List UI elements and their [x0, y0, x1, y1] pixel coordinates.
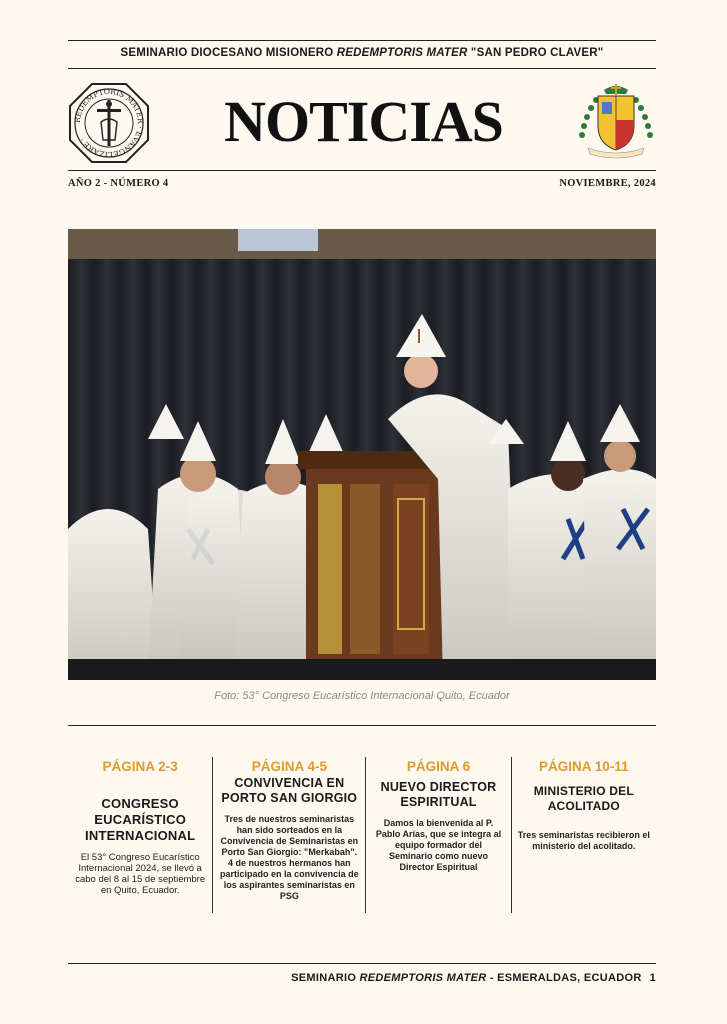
column-heading: MINISTERIO DEL ACOLITADO: [533, 784, 634, 813]
column-heading: CONGRESO EUCARÍSTICO INTERNACIONAL: [85, 796, 196, 843]
page-ref: PÁGINA 4-5: [251, 759, 327, 774]
column-heading: NUEVO DIRECTOR ESPIRITUAL: [380, 780, 497, 809]
footer-rule: [68, 963, 656, 964]
column-summary: Damos la bienvenida al P. Pablo Arías, que se integra al equipo formador del Seminario como nuevo Director Espiritual: [375, 818, 502, 872]
contents-columns: [68, 757, 656, 913]
photo-caption: Foto: 53° Congreso Eucarístico Internacional Quito, Ecuador: [214, 690, 510, 702]
page-footer: SEMINARIO REDEMPTORIS MATER - ESMERALDAS, ECUADOR 1: [291, 972, 656, 984]
contents-column-3[interactable]: [365, 757, 510, 913]
page-ref: PÁGINA 10-11: [539, 759, 629, 774]
column-summary: Tres de nuestros seminaristas han sido sorteados en la Convivencia de Seminaristas en Porto San Giorgio: "Merkabah". 4 de nuestros hermanos han participado en la convivencia de los aspirantes seminaristas en PSG: [220, 814, 359, 901]
issue-date: NOVIEMBRE, 2024: [559, 178, 656, 189]
masthead-rule: [68, 170, 656, 171]
seminary-subtitle: SEMINARIO DIOCESANO MISIONERO REDEMPTORIS MATER "SAN PEDRO CLAVER": [120, 47, 604, 59]
column-heading: CONVIVENCIA EN PORTO SAN GIORGIO: [221, 776, 358, 805]
coat-of-arms-logo: [574, 80, 658, 160]
page-ref: PÁGINA 6: [406, 759, 471, 774]
subtitle-rule: [68, 68, 656, 69]
issue-number: AÑO 2 - NÚMERO 4: [68, 178, 169, 189]
page-ref: PÁGINA 2-3: [102, 759, 178, 774]
top-rule: [68, 40, 656, 41]
seminary-seal-logo: [68, 82, 150, 164]
lectern: [293, 451, 453, 675]
contents-column-2[interactable]: [212, 757, 365, 913]
columns-top-rule: [68, 725, 656, 726]
contents-column-4[interactable]: [511, 757, 656, 913]
contents-column-1[interactable]: [68, 757, 212, 913]
svg-text:REDEMPTORIS MATER · EVANGELIZA: REDEMPTORIS MATER · EVANGELIZARE ·: [72, 86, 146, 160]
column-summary: Tres seminaristas recibieron el ministerio del acolitado.: [517, 830, 650, 851]
cover-photo: [68, 229, 656, 680]
page-number: 1: [649, 972, 656, 984]
masthead-title: NOTICIAS: [224, 89, 503, 154]
column-summary: El 53° Congreso Eucarístico Internacional 2024, se llevó a cabo del 8 al 15 de septiembre en Quito, Ecuador.: [75, 852, 206, 896]
